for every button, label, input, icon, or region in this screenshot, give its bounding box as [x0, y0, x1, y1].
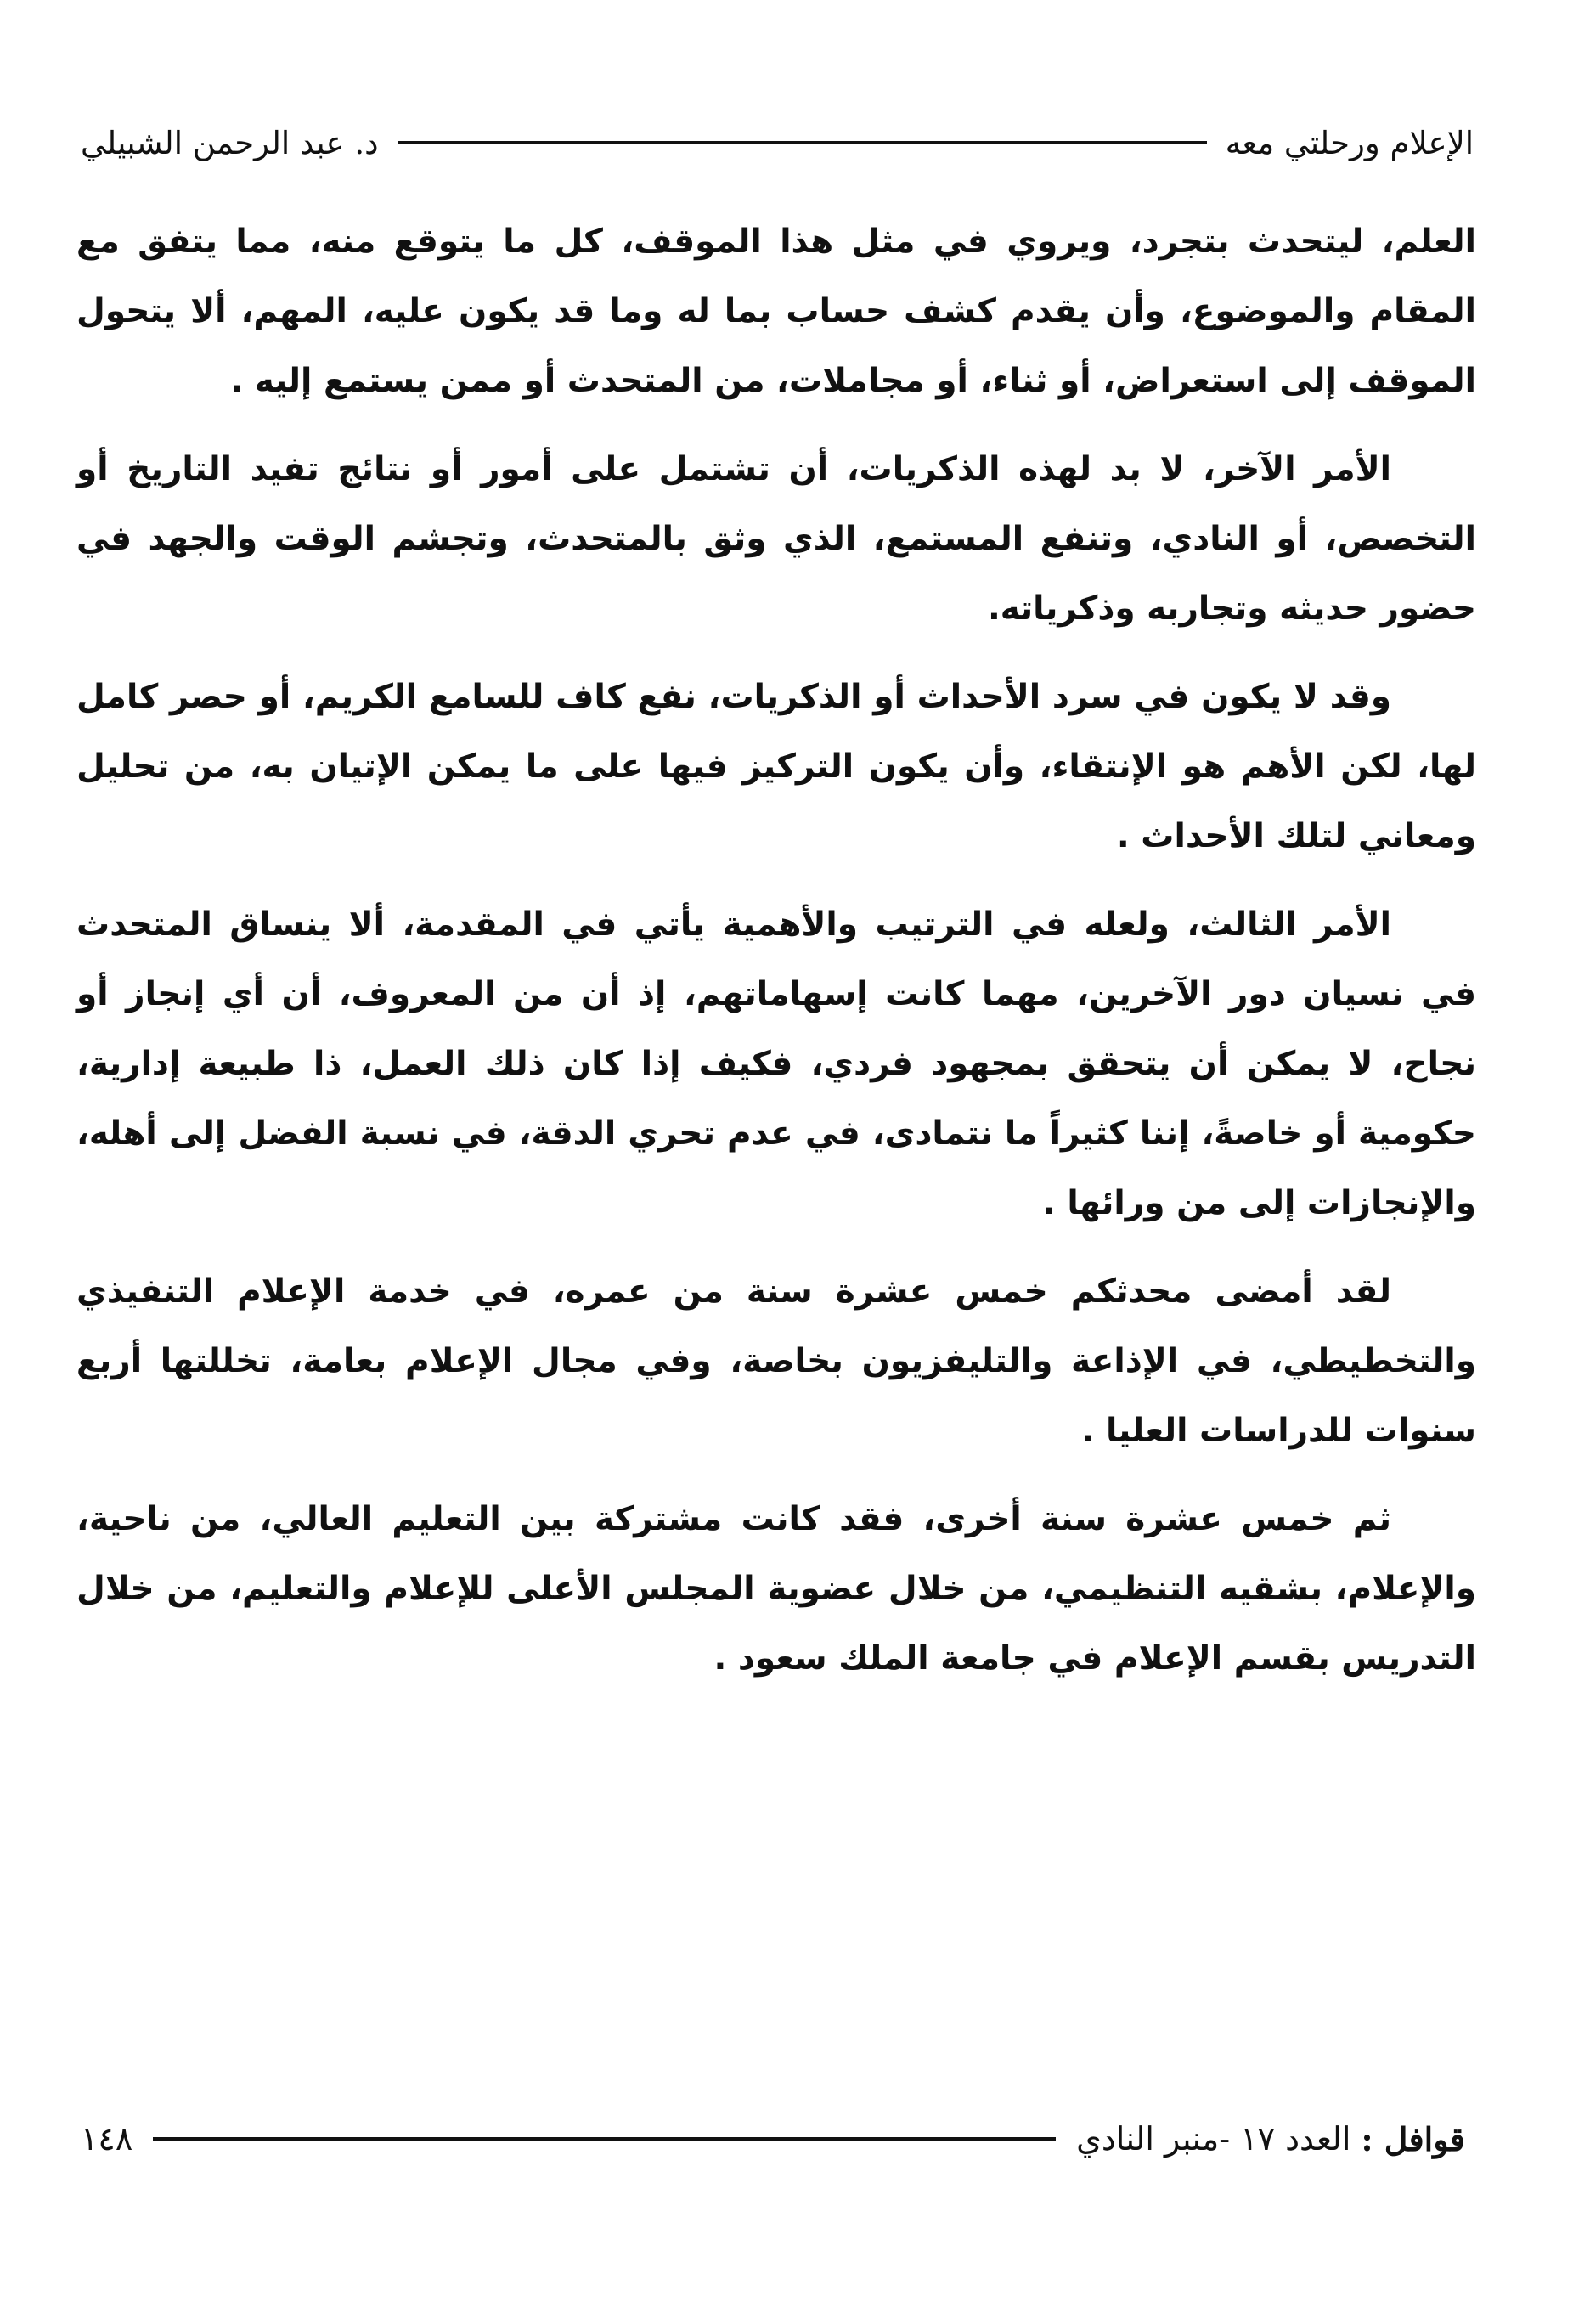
footer-rule [153, 2137, 1056, 2141]
paragraph: لقد أمضى محدثكم خمس عشرة سنة من عمره، في خدمة الإعلام التنفيذي والتخطيطي، في الإذاعة والتليفزيون بخاصة، وفي مجال الإعلام بعامة، تخللتها أربع سنوات للدراسات العليا . [76, 1272, 1476, 1450]
page-number: ١٤٨ [81, 2120, 133, 2158]
paragraph: ثم خمس عشرة سنة أخرى، فقد كانت مشتركة بين التعليم العالي، من ناحية، والإعلام، بشقيه التنظيمي، من خلال عضوية المجلس الأعلى للإعلام والتعليم، من خلال التدريس بقسم الإعلام في جامعة الملك سعود . [76, 1500, 1476, 1678]
body-text [76, 207, 1476, 1712]
running-header [81, 117, 1474, 168]
paragraph: العلم، ليتحدث بتجرد، ويروي في مثل هذا الموقف، كل ما يتوقع منه، مما يتفق مع المقام والموضوع، وأن يقدم كشف حساب بما له وما قد يكون عليه، المهم، ألا يتحول الموقف إلى استعراض، أو ثناء، أو مجاملات، من المتحدث أو ممن يستمع إليه . [76, 223, 1476, 400]
header-book-title: الإعلام ورحلتي معه [1225, 124, 1474, 161]
running-footer [81, 2113, 1465, 2164]
header-rule [398, 141, 1207, 144]
header-author: د. عبد الرحمن الشبيلي [81, 124, 379, 161]
footer-journal-name: قوافل : [1361, 2119, 1465, 2158]
footer-issue: العدد ١٧ -منبر النادي [1076, 2120, 1351, 2158]
paragraph: الأمر الثالث، ولعله في الترتيب والأهمية يأتي في المقدمة، ألا ينساق المتحدث في نسيان دور الآخرين، مهما كانت إسهاماتهم، إذ أن من المعروف، أن أي إنجاز أو نجاح، لا يمكن أن يتحقق بمجهود فردي، فكيف إذا كان ذلك العمل، ذا طبيعة إدارية، حكومية أو خاصةً، إننا كثيراً ما نتمادى، في عدم تحري الدقة، في نسبة الفضل إلى أهله، والإنجازات إلى من ورائها . [76, 905, 1476, 1222]
paragraph: الأمر الآخر، لا بد لهذه الذكريات، أن تشتمل على أمور أو نتائج تفيد التاريخ أو التخصص، أو النادي، وتنفع المستمع، الذي وثق بالمتحدث، وتجشم الوقت والجهد في حضور حديثه وتجاربه وذكرياته. [76, 450, 1476, 628]
paragraph: وقد لا يكون في سرد الأحداث أو الذكريات، نفع كاف للسامع الكريم، أو حصر كامل لها، لكن الأهم هو الإنتقاء، وأن يكون التركيز فيها على ما يمكن الإتيان به، من تحليل ومعاني لتلك الأحداث . [76, 678, 1476, 855]
